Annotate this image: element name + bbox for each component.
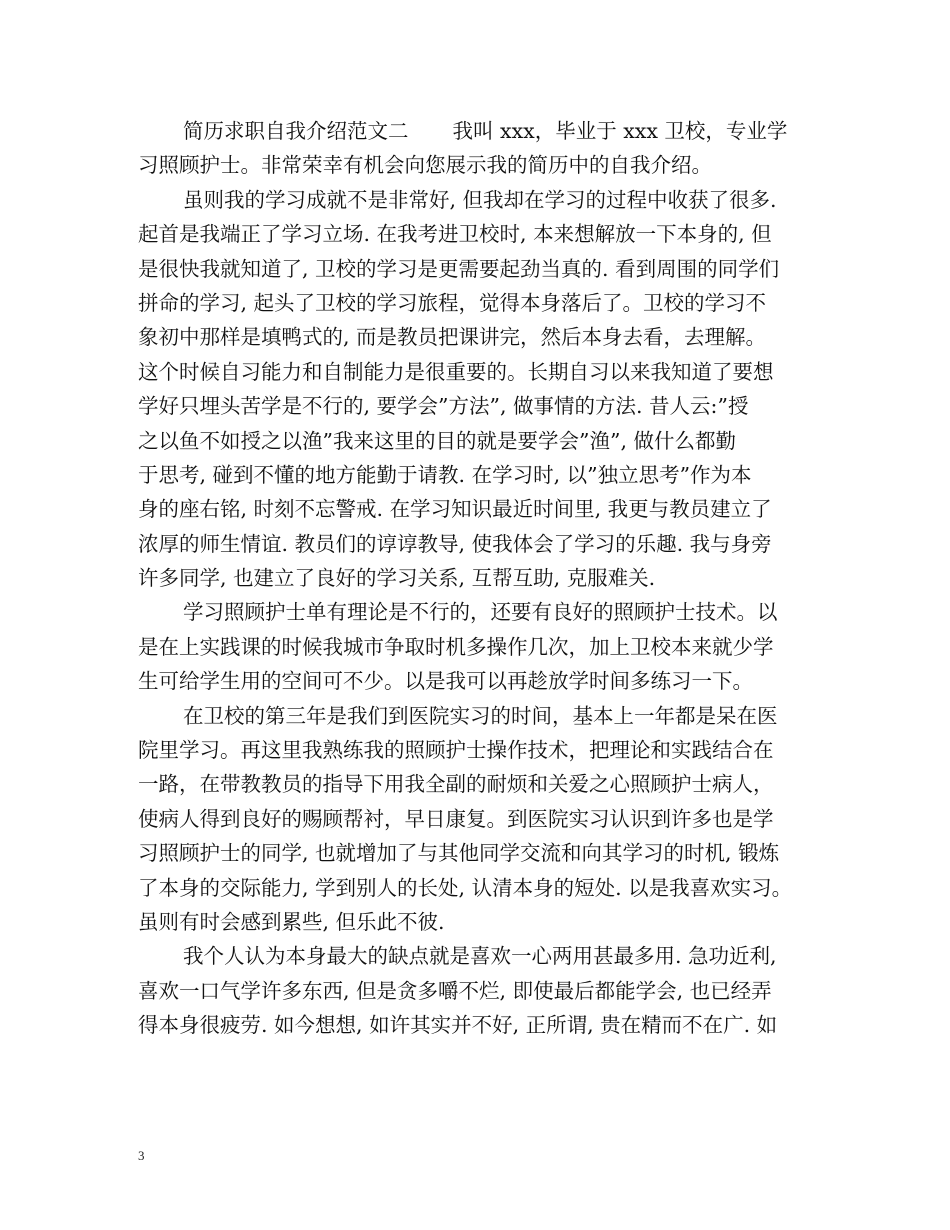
first-line: [138, 114, 828, 148]
page-number: 3: [138, 1148, 145, 1163]
paragraph-start-line: 学习照顾护士单有理论是不行的，还要有良好的照顾护士技术。以: [183, 600, 778, 625]
text-line: 学好只埋头苦学是不行的, 要学会”方法”, 做事情的方法. 昔人云:”授: [138, 394, 749, 419]
text-line: 是很快我就知道了, 卫校的学习是更需要起劲当真的. 看到周围的同学们: [138, 256, 780, 281]
paragraph-start-line: 虽则我的学习成就不是非常好, 但我却在学习的过程中收获了很多.: [183, 187, 777, 212]
text-line: 象初中那样是填鸭式的, 而是教员把课讲完，然后本身去看，去理解。: [138, 325, 767, 350]
text-line: 这个时候自习能力和自制能力是很重要的。长期自习以来我知道了要想: [138, 359, 774, 384]
text-line: 院里学习。再这里我熟练我的照顾护士操作技术，把理论和实践结合在: [138, 738, 774, 763]
text-line: 习照顾护士的同学, 也就增加了与其他同学交流和向其学习的时机, 锻炼: [138, 841, 780, 866]
text-line: 许多同学, 也建立了良好的学习关系, 互帮互助, 克服难关.: [138, 566, 656, 591]
document-body: [138, 114, 828, 1043]
document-title: 简历求职自我介绍范文二: [183, 119, 409, 143]
paragraph-start-line: 我个人认为本身最大的缺点就是喜欢一心两用甚最多用. 急功近利,: [183, 944, 777, 969]
text-line: 之以鱼不如授之以渔”我来这里的目的就是要学会”渔”, 做什么都勤: [138, 428, 736, 453]
text-line: 喜欢一口气学许多东西, 但是贪多嚼不烂, 即使最后都能学会, 也已经弄: [138, 978, 772, 1003]
text-line: 浓厚的师生情谊. 教员们的谆谆教导, 使我体会了学习的乐趣. 我与身旁: [138, 531, 772, 556]
text-line: 习照顾护士。非常荣幸有机会向您展示我的简历中的自我介绍。: [138, 153, 712, 178]
text-line: 拼命的学习, 起头了卫校的学习旅程，觉得本身落后了。卫校的学习不: [138, 290, 767, 315]
text-line: 生可给学生用的空间可不少。以是我可以再趁放学时间多练习一下。: [138, 669, 753, 694]
text-line: 是在上实践课的时候我城市争取时机多操作几次，加上卫校本来就少学: [138, 634, 774, 659]
text-line: 得本身很疲劳. 如今想想, 如许其实并不好, 正所谓, 贵在精而不在广. 如: [138, 1013, 778, 1038]
text-line: 了本身的交际能力, 学到别人的长处, 认清本身的短处. 以是我喜欢实习。: [138, 875, 793, 900]
text-line: 使病人得到良好的赐顾帮衬，早日康复。到医院实习认识到许多也是学: [138, 806, 774, 831]
text-line: 起首是我端正了学习立场. 在我考进卫校时, 本来想解放一下本身的, 但: [138, 222, 772, 247]
intro-text: 我叫 xxx，毕业于 xxx 卫校，专业学: [452, 119, 788, 143]
text-line: 于思考, 碰到不懂的地方能勤于请教. 在学习时, 以”独立思考”作为本: [138, 462, 752, 487]
paragraph-start-line: 在卫校的第三年是我们到医院实习的时间，基本上一年都是呆在医: [183, 703, 778, 728]
text-line: 身的座右铭, 时刻不忘警戒. 在学习知识最近时间里, 我更与教员建立了: [138, 497, 772, 522]
text-line: 虽则有时会感到累些, 但乐此不彼.: [138, 909, 445, 934]
text-line: 一路，在带教教员的指导下用我全副的耐烦和关爱之心照顾护士病人，: [138, 772, 774, 797]
